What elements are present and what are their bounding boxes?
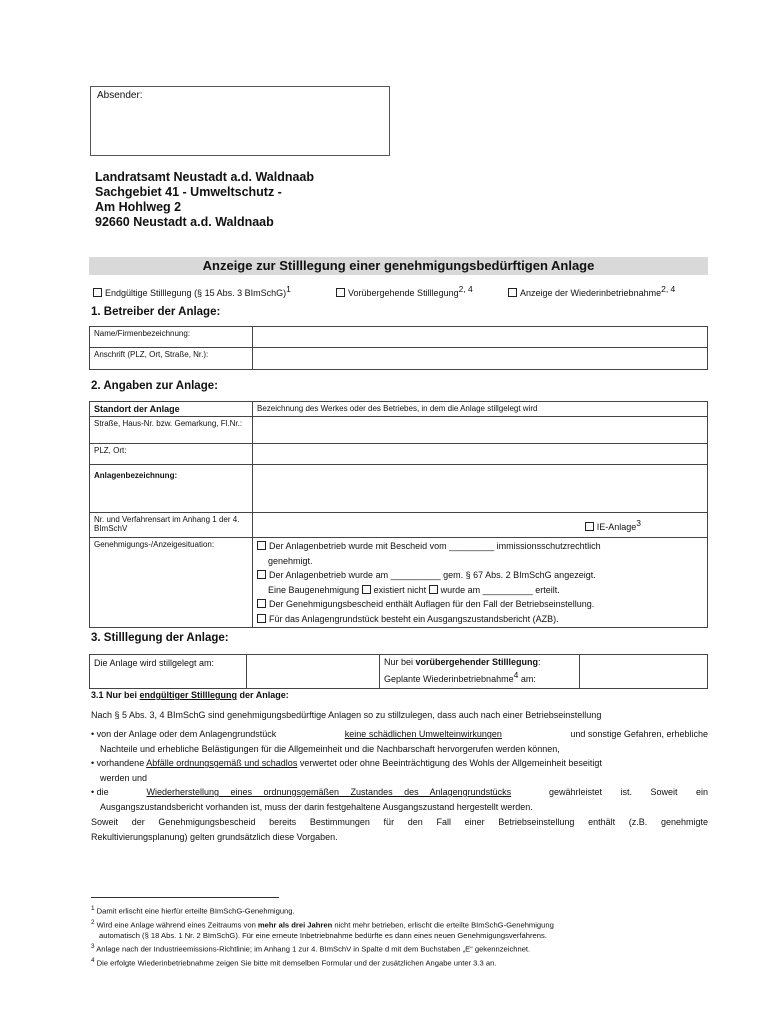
footnote-2-bold: mehr als drei Jahren bbox=[257, 920, 333, 930]
footnote-2-pre: Wird eine Anlage während eines Zeitraums von bbox=[96, 920, 256, 930]
footnote-ref: 3 bbox=[636, 518, 641, 528]
closing-line-2: Rekultivierungsplanung) gelten grundsätzlich diese Vorgaben. bbox=[91, 831, 338, 842]
bullet-3-pre: die bbox=[96, 787, 109, 797]
bullet-1-line-2: Nachteile und erhebliche Belästigungen für die Allgemeinheit und die Nachbarschaft hervorgerufen werden können, bbox=[100, 743, 560, 754]
bullet-list bbox=[91, 727, 708, 814]
footnote-number: 3 bbox=[91, 943, 95, 951]
bullet-1: • von der Anlage oder dem Anlagengrundstück keine schädlichen Umwelteinwirkungen und sonstige Gefahren, erhebliche bbox=[91, 727, 708, 742]
bullet-1-post: und sonstige Gefahren, erhebliche bbox=[570, 729, 708, 739]
closing-line-1: Soweit der Genehmigungsbescheid bereits Bestimmungen für den Fall einer Betriebseinstellung enthält (z.B. genehmigte bbox=[91, 817, 708, 827]
footnote-number: 4 bbox=[91, 956, 95, 964]
building-permit-line bbox=[257, 583, 703, 598]
permit-options bbox=[253, 538, 708, 628]
footnote-2-post: nicht mehr betrieben, erlischt die erteilte BImSchG-Genehmigung bbox=[334, 920, 554, 930]
footnote-ref: 4 bbox=[513, 670, 519, 680]
bullet-2-pre: vorhandene bbox=[96, 758, 145, 768]
location-hint: Bezeichnung des Werkes oder des Betriebes, in dem die Anlage stillgelegt wird bbox=[253, 402, 708, 417]
section-3-heading: 3. Stilllegung der Anlage: bbox=[91, 632, 229, 644]
checkbox[interactable] bbox=[336, 288, 345, 297]
permit-option-1-text: Der Anlagenbetrieb wurde mit Bescheid vom _________ immissionsschutzrechtlich bbox=[269, 541, 601, 551]
facility-name-label: Anlagenbezeichnung: bbox=[90, 465, 253, 513]
city-label: PLZ, Ort: bbox=[90, 444, 253, 465]
bullet-1-underlined: keine schädlichen Umwelteinwirkungen bbox=[344, 729, 502, 739]
street-field[interactable] bbox=[253, 417, 708, 444]
facility-table bbox=[89, 401, 708, 628]
option-final-label: Endgültige Stilllegung (§ 15 Abs. 3 BImSchG) bbox=[105, 288, 287, 298]
option-restart-notice[interactable] bbox=[508, 284, 675, 298]
checkbox[interactable] bbox=[93, 288, 102, 297]
section-1-heading: 1. Betreiber der Anlage: bbox=[91, 306, 221, 318]
address-line-2: Sachgebiet 41 - Umweltschutz - bbox=[95, 185, 282, 199]
address-line-4: 92660 Neustadt a.d. Waldnaab bbox=[95, 215, 274, 229]
permit-option-4-text: Für das Anlagengrundstück besteht ein Ausgangszustandsbericht (AZB). bbox=[269, 613, 559, 624]
restart-date-field[interactable] bbox=[580, 655, 708, 689]
bullet-2-post: verwertet oder ohne Beeinträchtigung des Wohls der Allgemeinheit beseitigt bbox=[299, 758, 602, 768]
intro-text: Nach § 5 Abs. 3, 4 BImSchG sind genehmigungsbedürftige Anlagen so zu stillzulegen, dass auch nach einer Betriebseinstellung bbox=[91, 710, 602, 720]
option-restart-label: Anzeige der Wiederinbetriebnahme bbox=[520, 288, 662, 298]
address-line-1: Landratsamt Neustadt a.d. Waldnaab bbox=[95, 170, 315, 184]
building-permit-none: existiert nicht bbox=[373, 584, 427, 595]
option-final-decommission[interactable] bbox=[93, 284, 291, 298]
bullet-3-post: gewährleistet ist. Soweit ein bbox=[548, 787, 708, 797]
sender-label: Absender: bbox=[97, 90, 143, 101]
bullet-2-underlined: Abfälle ordnungsgemäß und schadlos bbox=[146, 758, 298, 768]
permit-option-3[interactable] bbox=[257, 597, 703, 612]
subsection-3-1-heading bbox=[91, 690, 289, 700]
section-2-heading: 2. Angaben zur Anlage: bbox=[91, 380, 218, 392]
closing-paragraph bbox=[91, 815, 708, 844]
checkbox[interactable] bbox=[257, 541, 266, 550]
temp-label-bold: vorübergehender Stilllegung bbox=[415, 657, 539, 667]
footnote-1-text: Damit erlischt eine hierfür erteilte BImSchG-Genehmigung. bbox=[96, 906, 295, 916]
city-field[interactable] bbox=[253, 444, 708, 465]
operator-address-field[interactable] bbox=[253, 348, 708, 370]
restart-info bbox=[380, 655, 580, 689]
footnote-2 bbox=[91, 917, 554, 931]
footnote-ref: 2, 4 bbox=[661, 284, 676, 294]
form-title-bar bbox=[89, 257, 708, 275]
permit-label: Genehmigungs-/Anzeigesituation: bbox=[90, 538, 253, 628]
bullet-2-line-2: werden und bbox=[100, 772, 148, 783]
footnote-2-line-2: automatisch (§ 18 Abs. 1 Nr. 2 BImSchG). Für eine erneute Inbetriebnahme bedürfte es dann eines neuen Genehmigungsverfahrens. bbox=[99, 931, 547, 941]
checkbox[interactable] bbox=[585, 522, 594, 531]
bullet-3-line-2: Ausgangszustandsbericht vorhanden ist, muss der darin festgehaltene Ausgangszustand hergestellt werden. bbox=[100, 801, 533, 812]
address-line-3: Am Hohlweg 2 bbox=[95, 200, 182, 214]
decommission-date-label: Die Anlage wird stillgelegt am: bbox=[90, 655, 247, 689]
checkbox[interactable] bbox=[257, 570, 266, 579]
footnote-3-text: Anlage nach der Industrieemissions-Richtlinie; im Anhang 1 zur 4. BImSchV in Spalte d mit dem Buchstaben „E“ gekennzeichnet. bbox=[96, 944, 531, 954]
heading-pre: 3.1 Nur bei bbox=[91, 690, 138, 700]
permit-option-4[interactable] bbox=[257, 612, 703, 627]
footnote-4-text: Die erfolgte Wiederinbetriebnahme zeigen Sie bitte mit demselben Formular und der zusätzlichen Angabe unter 3.3 an. bbox=[96, 958, 497, 968]
bullet-2: • vorhandene Abfälle ordnungsgemäß und schadlos verwertet oder ohne Beeinträchtigung des Wohls der Allgemeinheit beseitigt bbox=[91, 758, 602, 768]
checkbox[interactable] bbox=[508, 288, 517, 297]
footnotes bbox=[91, 903, 554, 968]
footnote-4 bbox=[91, 955, 554, 969]
footnote-number: 2 bbox=[91, 918, 95, 926]
street-label: Straße, Haus-Nr. bzw. Gemarkung, Fl.Nr.: bbox=[90, 417, 253, 444]
ie-plant-label: IE-Anlage bbox=[596, 522, 637, 532]
operator-address-label: Anschrift (PLZ, Ort, Straße, Nr.): bbox=[90, 348, 253, 370]
permit-option-2-text: Der Anlagenbetrieb wurde am __________ gem. § 67 Abs. 2 BImSchG angezeigt. bbox=[269, 570, 596, 580]
temp-label-pre: Nur bei bbox=[384, 657, 414, 667]
permit-option-3-text: Der Genehmigungsbescheid enthält Auflagen für den Fall der Betriebseinstellung. bbox=[269, 599, 595, 609]
location-label: Standort der Anlage bbox=[90, 402, 253, 417]
operator-table bbox=[89, 326, 708, 370]
footnote-3 bbox=[91, 941, 554, 955]
footnote-divider bbox=[91, 897, 279, 898]
decommission-date-field[interactable] bbox=[247, 655, 380, 689]
procedure-label: Nr. und Verfahrensart im Anhang 1 der 4. BImSchV bbox=[90, 513, 253, 538]
form-title: Anzeige zur Stilllegung einer genehmigungsbedürftigen Anlage bbox=[202, 258, 595, 273]
permit-option-1-cont: genehmigt. bbox=[268, 555, 313, 566]
footnote-ref: 1 bbox=[286, 284, 291, 294]
restart-label: Geplante Wiederinbetriebnahme bbox=[384, 674, 514, 684]
bullet-3-underlined: Wiederherstellung eines ordnungsgemäßen Zustandes des Anlagengrundstücks bbox=[146, 787, 512, 797]
option-temporary-label: Vorübergehende Stilllegung bbox=[348, 288, 459, 298]
checkbox[interactable] bbox=[362, 585, 371, 594]
restart-label-post: am: bbox=[520, 674, 536, 684]
footnote-number: 1 bbox=[91, 905, 95, 912]
footnote-1 bbox=[91, 903, 554, 917]
option-temporary-decommission[interactable] bbox=[336, 284, 473, 298]
bullet-3: • die Wiederherstellung eines ordnungsgemäßen Zustandes des Anlagengrundstücks gewährleistet ist. Soweit ein bbox=[91, 785, 708, 800]
heading-underlined: endgültiger Stilllegung bbox=[139, 690, 238, 700]
heading-post: der Anlage: bbox=[239, 690, 289, 700]
sender-box[interactable] bbox=[90, 86, 390, 156]
ie-plant-cell[interactable] bbox=[253, 513, 708, 538]
building-permit-date: wurde am __________ erteilt. bbox=[440, 584, 560, 595]
footnote-ref: 2, 4 bbox=[458, 284, 473, 294]
bullet-1-pre: von der Anlage oder dem Anlagengrundstück bbox=[96, 729, 277, 739]
decommission-table bbox=[89, 654, 708, 689]
name-field[interactable] bbox=[253, 327, 708, 348]
checkbox[interactable] bbox=[429, 585, 438, 594]
permit-option-1[interactable] bbox=[257, 539, 703, 554]
name-label: Name/Firmenbezeichnung: bbox=[90, 327, 253, 348]
facility-name-field[interactable] bbox=[253, 465, 708, 513]
checkbox[interactable] bbox=[257, 614, 266, 623]
recipient-address bbox=[95, 170, 314, 230]
permit-option-2[interactable] bbox=[257, 568, 703, 583]
building-permit-label: Eine Baugenehmigung bbox=[268, 584, 360, 595]
temp-label-post: : bbox=[538, 657, 541, 667]
checkbox[interactable] bbox=[257, 599, 266, 608]
